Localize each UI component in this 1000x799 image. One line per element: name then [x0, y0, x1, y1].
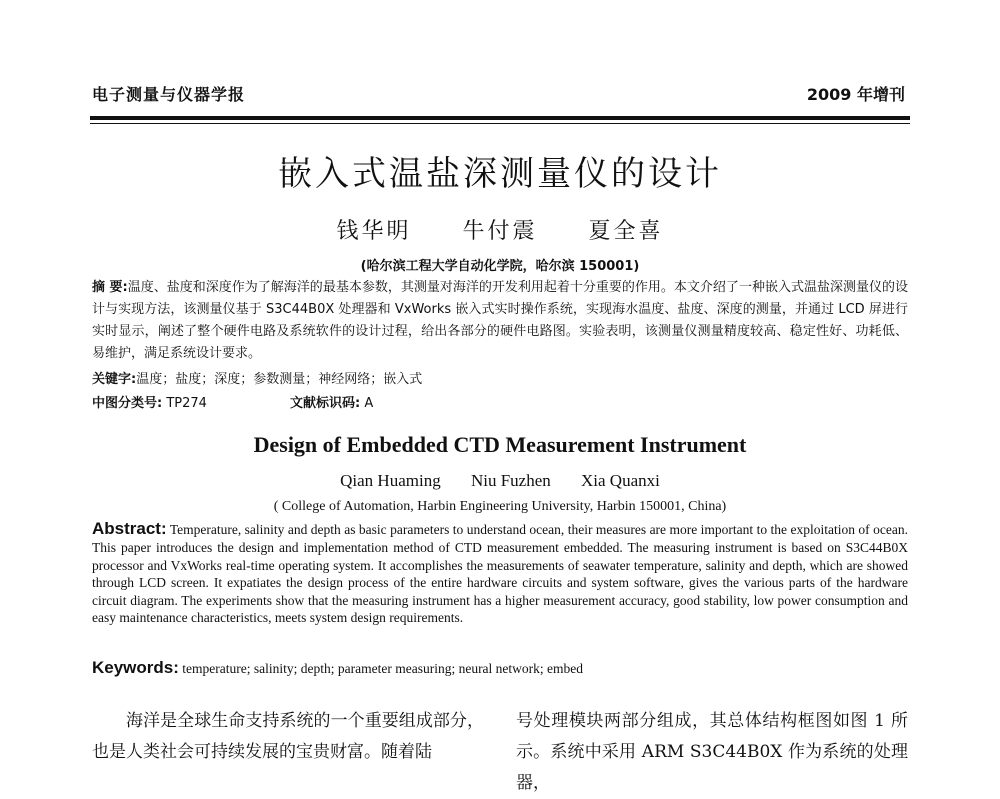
clc-value: TP274 — [166, 396, 207, 411]
abstract-en-text: Temperature, salinity and depth as basic parameters to understand ocean, their measures are more important to the exploitation of ocean. This paper introduces the design and implementation method of CTD measurement embedded. The measuring instrument is based on S3C44B0X processor and VxWorks real-time operating system. It accomplishes the measurements of seawater temperature, salinity and depth, which are showed through LCD screen. It expatiates the design process of the entire hardware circuits and system software, gives the various parts of the hardware circuit diagram. The experiments show that the measuring instrument has a higher measurement accuracy, good stability, low power consumption and easy maintenance characteristics, meets system design requirements. — [92, 522, 908, 625]
keywords-cn-text: 温度；盐度；深度；参数测量；神经网络；嵌入式 — [136, 372, 423, 387]
abstract-cn-label: 摘 要: — [92, 280, 128, 295]
abstract-cn — [92, 277, 908, 365]
paper-title-en: Design of Embedded CTD Measurement Instrument — [253, 432, 747, 457]
author-en: Qian Huaming — [340, 471, 441, 490]
abstract-en — [92, 519, 908, 627]
doc-code — [290, 392, 373, 411]
keywords-cn-label: 关键字: — [92, 372, 137, 387]
author-en: Xia Quanxi — [581, 471, 660, 490]
author-cn: 夏全喜 — [588, 219, 664, 244]
abstract-cn-text: 温度、盐度和深度作为了解海洋的最基本参数，其测量对海洋的开发利用起着十分重要的作用。本文介绍了一种嵌入式温盐深测量仪的设计与实现方法，该测量仪基于 S3C44B0X 处理器和 VxWorks 嵌入式实时操作系统，实现海水温度、盐度、深度的测量，并通过 LCD 屏进行实时显示，阐述了整个硬件电路及系统软件的设计过程，给出各部分的硬件电路图。实验表明，该测量仪测量精度较高、稳定性好、功耗低、易维护，满足系统设计要求。 — [92, 280, 908, 361]
journal-name: 电子测量与仪器学报 — [92, 85, 246, 104]
keywords-en-label: Keywords: — [92, 658, 179, 677]
clc-label: 中图分类号: — [92, 396, 163, 411]
doc-value: A — [364, 396, 374, 411]
author-cn: 钱华明 — [336, 219, 412, 244]
body-column-left: 海洋是全球生命支持系统的一个重要组成部分，也是人类社会可持续发展的宝贵财富。随着陆 — [92, 711, 484, 762]
author-cn: 牛付震 — [462, 219, 538, 244]
classification-line — [92, 392, 908, 411]
header-rule-thin — [90, 123, 910, 124]
affiliation-en: ( College of Automation, Harbin Engineering University, Harbin 150001, China) — [273, 499, 727, 514]
abstract-en-label: Abstract: — [92, 519, 167, 538]
affiliation-cn: (哈尔滨工程大学自动化学院，哈尔滨 150001) — [360, 259, 640, 274]
authors-en — [0, 471, 1000, 491]
body-column-right: 号处理模块两部分组成，其总体结构框图如图 1 所示。系统中采用 ARM S3C44B0X 作为系统的处理器， — [516, 711, 908, 793]
authors-cn — [0, 214, 1000, 245]
header-rule-thick — [90, 116, 910, 120]
doc-label: 文献标识码: — [290, 396, 361, 411]
keywords-en-text: temperature; salinity; depth; parameter measuring; neural network; embed — [182, 661, 584, 676]
author-en: Niu Fuzhen — [470, 471, 551, 490]
issue-label: 2009 年增刊 — [806, 85, 905, 104]
keywords-en — [92, 658, 908, 678]
keywords-cn — [92, 368, 908, 387]
paper-title-cn: 嵌入式温盐深测量仪的设计 — [278, 154, 722, 194]
